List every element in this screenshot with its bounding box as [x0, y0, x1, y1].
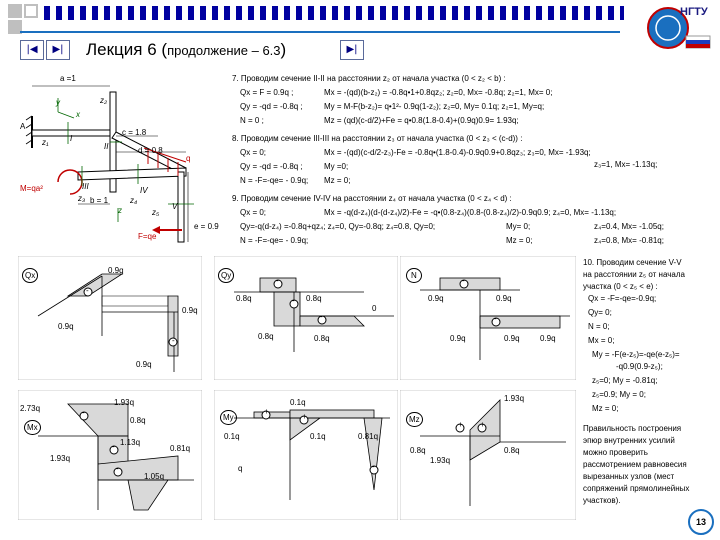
s10-line-11: z₅=0.9; My = 0; [592, 390, 646, 399]
title-close: ) [280, 40, 287, 59]
qy-value-2: 0.8q [306, 294, 322, 303]
mz-value-1: 1.93q [504, 394, 525, 403]
n-value-3: 0.9q [450, 334, 466, 343]
n-sign-1: - [462, 276, 465, 285]
s10-line-2: на расстоянии z₅ от начала [583, 270, 685, 279]
s10-line-6: N = 0; [588, 322, 610, 331]
n-value-5: 0.9q [540, 334, 556, 343]
qy-sign-2: - [292, 296, 295, 305]
corner-square-white [24, 4, 38, 18]
mz-value-2: 0.8q [410, 446, 426, 455]
my-value-2: 0.1q [224, 432, 240, 441]
s7-mz: Mz = (qd)(c-d/2)+Fe = q•0.8(1.8-0.4)+(0.9q)0.9= 1.93q; [324, 116, 519, 125]
mx-value-6: 0.81q [170, 444, 191, 453]
dim-d: d = 0.8 [138, 146, 163, 155]
qy-value-5: 0.8q [314, 334, 330, 343]
diagram-my [214, 390, 398, 520]
my-sign-3: - [372, 462, 375, 471]
note-line-1: Правильность построения [583, 424, 682, 433]
s7-heading: 7. Проводим сечение II-II на расстоянии z₂ от начала участка (0 < z₂ < b) : [232, 74, 506, 83]
qy-value-4: 0.8q [258, 332, 274, 341]
frame-scheme [18, 72, 238, 252]
nav-first-button[interactable]: |◀ [20, 40, 44, 60]
s8-qy: Qy = -qd = -0.8q ; [240, 162, 303, 171]
mx-sign-2: - [112, 442, 115, 451]
diagram-mz [400, 390, 576, 520]
s10-line-3: участка (0 < z₅ < e) : [583, 282, 658, 291]
s10-line-1: 10. Проводим сечение V-V [583, 258, 682, 267]
s9-n: N = -F=-qe= - 0.9q; [240, 236, 309, 245]
note-line-6: сопряжений прямолинейных [583, 484, 690, 493]
s9-heading: 9. Проводим сечение IV-IV на расстоянии z₄ от начала участка (0 < z₄ < d) : [232, 194, 512, 203]
s7-n: N = 0 ; [240, 116, 264, 125]
n-value-2: 0.9q [496, 294, 512, 303]
s10-line-4: Qx = -F=-qe=-0.9q; [588, 294, 657, 303]
coord-z5: z₅ [152, 208, 160, 217]
mz-badge: Mz [406, 412, 423, 427]
my-badge: My [220, 410, 237, 425]
logo-text: НГТУ [680, 6, 708, 18]
qx-badge: Qx [22, 268, 38, 283]
s8-mx: Mx = -(qd)(c-d/2-z₃)-Fe = -0.8q•(1.8-0.4)-0.9q0.9+0.8qz₃; z₃=0, Mx= -1.93q; [324, 148, 591, 157]
coord-z3: z₃ [78, 194, 86, 203]
page-number: 13 [688, 509, 714, 535]
s10-line-10: z₅=0; My = -0.81q; [592, 376, 658, 385]
qy-sign-3: - [320, 312, 323, 321]
load-label: q [186, 154, 191, 163]
university-logo [644, 4, 712, 52]
n-sign-2: - [494, 314, 497, 323]
header-underline [20, 31, 620, 33]
nav-forward-button[interactable]: ▶| [340, 40, 364, 60]
qx-value-2: 0.9q [58, 322, 74, 331]
section-II: II [104, 142, 109, 151]
diagram-mx [18, 390, 202, 520]
qx-value-4: 0.9q [136, 360, 152, 369]
my-value-5: q [238, 464, 243, 473]
qy-sign-1: - [276, 276, 279, 285]
title-main: Лекция 6 ( [86, 40, 168, 59]
mx-value-2: 1.93q [114, 398, 135, 407]
qy-value-1: 0.8q [236, 294, 252, 303]
axis-z: z [118, 206, 122, 215]
s8-heading: 8. Проводим сечение III-III на расстоянии z₃ от начала участка (0 < z₃ < (c-d)) : [232, 134, 523, 143]
mx-value-7: 1.05q [144, 472, 165, 481]
dim-a: a =1 [60, 74, 76, 83]
axis-y: y [56, 98, 60, 107]
moment-label: M=qa² [20, 184, 43, 193]
s10-line-8: My = -F(e-z₅)=-qe(e-z₅)= [592, 350, 680, 359]
mz-value-4: 0.8q [504, 446, 520, 455]
diagram-qy [214, 256, 398, 380]
qx-sign-2: - [172, 336, 175, 345]
s9-qy: Qy=-q(d-z₄) =-0.8q+qz₄; z₄=0, Qy=-0.8q; z₄=0.8, Qy=0; [240, 222, 436, 231]
dim-c: c = 1.8 [122, 128, 147, 137]
diagram-qx [18, 256, 202, 380]
qx-value-1: 0.9q [108, 266, 124, 275]
n-value-4: 0.9q [504, 334, 520, 343]
s8-mx-end: z₃=1, Mx= -1.13q; [594, 160, 658, 169]
dim-e: e = 0.9 [194, 222, 219, 231]
s7-qy: Qy = -qd = -0.8q ; [240, 102, 303, 111]
s9-mx-end: z₄=0.8, Mx= -0.81q; [594, 236, 664, 245]
s8-my: My =0; [324, 162, 349, 171]
axis-x: x [76, 110, 80, 119]
s10-line-7: Mx = 0; [588, 336, 615, 345]
header-stripe [44, 6, 624, 20]
note-line-3: можно проверить [583, 448, 648, 457]
s8-qx: Qx = 0; [240, 148, 267, 157]
qx-sign-1: - [86, 286, 89, 295]
qy-badge: Qy [218, 268, 234, 283]
force-label: F=qe [138, 232, 157, 241]
support-label: A [20, 122, 26, 131]
section-V: V [172, 202, 178, 211]
s7-mx: Mx = -(qd)(b-z₂) = -0.8q•1+0.8qz₂; z₂=0, Mx= -0.8q; z₂=1, Mx= 0; [324, 88, 553, 97]
my-value-1: 0.1q [290, 398, 306, 407]
my-value-4: 0.81q [358, 432, 379, 441]
dim-b: b = 1 [90, 196, 109, 205]
s9-my: My= 0; [506, 222, 531, 231]
section-I: I [70, 134, 73, 143]
note-line-2: эпюр внутренних усилий [583, 436, 675, 445]
mx-value-1: 2.73q [20, 404, 41, 413]
corner-square-gray [8, 4, 22, 18]
section-IV: IV [140, 186, 148, 195]
mx-sign-3: - [116, 464, 119, 473]
diagram-n [400, 256, 576, 380]
s7-my: My = M-F(b-z₂)= q•1²- 0.9q(1-z₂); z₂=0, My= 0.1q; z₂=1, My=q; [324, 102, 545, 111]
s7-qx: Qx = F = 0.9q ; [240, 88, 294, 97]
note-line-7: участков). [583, 496, 621, 505]
mx-badge: Mx [24, 420, 41, 435]
mx-value-4: 1.93q [50, 454, 71, 463]
s9-mz: Mz = 0; [506, 236, 533, 245]
note-line-4: рассмотрением равновесия [583, 460, 687, 469]
page-title [86, 40, 286, 60]
s10-line-9: -q0.9(0.9-z₅); [616, 362, 663, 371]
coord-z2: z₂ [100, 96, 108, 105]
qy-value-3: 0 [372, 304, 377, 313]
mx-value-3: 0.8q [130, 416, 146, 425]
title-sub: продолжение – 6.3 [167, 43, 281, 58]
s10-line-12: Mz = 0; [592, 404, 619, 413]
note-line-5: вырезанных узлов (мест [583, 472, 675, 481]
section-III: III [82, 182, 89, 191]
mx-sign-1: - [82, 408, 85, 417]
s10-line-5: Qy= 0; [588, 308, 612, 317]
s8-mz: Mz = 0; [324, 176, 351, 185]
s9-mx: Mx = -q(d-z₄)(d-(d-z₄)/2)-Fe = -q•(0.8-z₄)(0.8-(0.8-z₄)/2)-0.9q0.9; z₄=0, Mx= -1.13q; [324, 208, 617, 217]
nav-next-button[interactable]: ▶| [46, 40, 70, 60]
s9-qx: Qx = 0; [240, 208, 267, 217]
n-value-1: 0.9q [428, 294, 444, 303]
mx-value-5: 1.13q [120, 438, 141, 447]
coord-z1: z₁ [42, 138, 49, 147]
my-value-3: 0.1q [310, 432, 326, 441]
mz-sign-1: + [458, 420, 463, 429]
my-sign-2: + [302, 412, 307, 421]
n-badge: N [406, 268, 422, 283]
coord-z4: z₄ [130, 196, 138, 205]
s8-n: N = -F=-qe= - 0.9q; [240, 176, 309, 185]
mz-value-3: 1.93q [430, 456, 451, 465]
s9-mx-mid: z₄=0.4, Mx= -1.05q; [594, 222, 664, 231]
qx-value-3: 0.9q [182, 306, 198, 315]
mz-sign-2: + [480, 420, 485, 429]
my-sign-1: + [264, 407, 269, 416]
